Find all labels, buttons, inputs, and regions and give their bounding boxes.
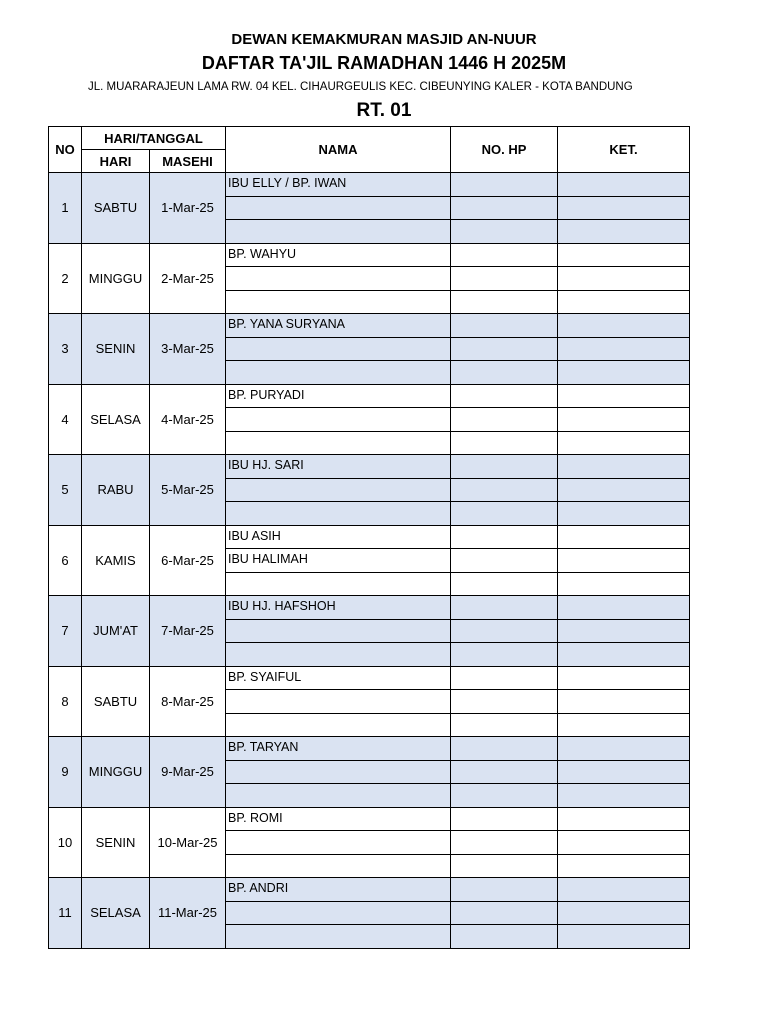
row-note-cell[interactable]: [558, 314, 690, 338]
col-header-masehi: MASEHI: [150, 150, 226, 173]
row-note-cell[interactable]: [558, 290, 690, 314]
row-phone-cell[interactable]: [451, 596, 558, 620]
row-phone-cell[interactable]: [451, 525, 558, 549]
row-name-cell[interactable]: [226, 361, 451, 385]
row-name-cell[interactable]: [226, 784, 451, 808]
row-phone-cell[interactable]: [451, 549, 558, 573]
row-date: 6-Mar-25: [150, 525, 226, 596]
row-phone-cell[interactable]: [451, 713, 558, 737]
row-name-cell[interactable]: IBU ELLY / BP. IWAN: [226, 173, 451, 197]
row-note-cell[interactable]: [558, 878, 690, 902]
table-row: [49, 596, 690, 620]
table-row: [49, 737, 690, 761]
row-phone-cell[interactable]: [451, 173, 558, 197]
row-name-cell[interactable]: BP. TARYAN: [226, 737, 451, 761]
row-phone-cell[interactable]: [451, 572, 558, 596]
row-name-cell[interactable]: BP. YANA SURYANA: [226, 314, 451, 338]
row-note-cell[interactable]: [558, 713, 690, 737]
row-phone-cell[interactable]: [451, 196, 558, 220]
row-note-cell[interactable]: [558, 737, 690, 761]
row-day: SELASA: [82, 878, 150, 949]
row-phone-cell[interactable]: [451, 690, 558, 714]
row-note-cell[interactable]: [558, 525, 690, 549]
row-name-cell[interactable]: [226, 854, 451, 878]
row-number: 8: [49, 666, 82, 737]
organization-name: DEWAN KEMAKMURAN MASJID AN-NUUR: [231, 31, 537, 48]
row-name-cell[interactable]: [226, 619, 451, 643]
row-name-cell[interactable]: [226, 290, 451, 314]
row-note-cell[interactable]: [558, 431, 690, 455]
tajil-schedule-table: [48, 126, 690, 949]
row-phone-cell[interactable]: [451, 384, 558, 408]
row-name-cell[interactable]: BP. ROMI: [226, 807, 451, 831]
row-note-cell[interactable]: [558, 596, 690, 620]
row-name-cell[interactable]: [226, 713, 451, 737]
table-body: [49, 173, 690, 949]
row-note-cell[interactable]: [558, 572, 690, 596]
row-name-cell[interactable]: IBU ASIH: [226, 525, 451, 549]
row-name-cell[interactable]: [226, 267, 451, 291]
row-number: 1: [49, 173, 82, 244]
row-name-cell[interactable]: [226, 925, 451, 949]
row-day: SENIN: [82, 807, 150, 878]
row-name-cell[interactable]: [226, 502, 451, 526]
row-name-cell[interactable]: [226, 408, 451, 432]
row-name-cell[interactable]: BP. ANDRI: [226, 878, 451, 902]
row-name-cell[interactable]: BP. WAHYU: [226, 243, 451, 267]
row-day: RABU: [82, 455, 150, 526]
table-row: [49, 666, 690, 690]
row-note-cell[interactable]: [558, 901, 690, 925]
row-note-cell[interactable]: [558, 666, 690, 690]
row-number: 10: [49, 807, 82, 878]
row-note-cell[interactable]: [558, 807, 690, 831]
row-note-cell[interactable]: [558, 643, 690, 667]
row-name-cell[interactable]: IBU HALIMAH: [226, 549, 451, 573]
row-phone-cell[interactable]: [451, 408, 558, 432]
col-header-hari: HARI: [82, 150, 150, 173]
row-date: 1-Mar-25: [150, 173, 226, 244]
row-name-cell[interactable]: IBU HJ. HAFSHOH: [226, 596, 451, 620]
row-phone-cell[interactable]: [451, 854, 558, 878]
row-note-cell[interactable]: [558, 478, 690, 502]
row-name-cell[interactable]: [226, 337, 451, 361]
rt-label: RT. 01: [356, 100, 412, 121]
row-phone-cell[interactable]: [451, 643, 558, 667]
row-day: SELASA: [82, 384, 150, 455]
row-phone-cell[interactable]: [451, 478, 558, 502]
row-note-cell[interactable]: [558, 831, 690, 855]
row-date: 3-Mar-25: [150, 314, 226, 385]
row-phone-cell[interactable]: [451, 455, 558, 479]
table-row: [49, 384, 690, 408]
row-day: MINGGU: [82, 737, 150, 808]
row-note-cell[interactable]: [558, 361, 690, 385]
row-note-cell[interactable]: [558, 243, 690, 267]
table-row: [49, 173, 690, 197]
row-phone-cell[interactable]: [451, 361, 558, 385]
col-header-hari-tanggal: HARI/TANGGAL: [82, 127, 226, 150]
row-name-cell[interactable]: [226, 572, 451, 596]
row-name-cell[interactable]: [226, 220, 451, 244]
row-note-cell[interactable]: [558, 196, 690, 220]
row-date: 10-Mar-25: [150, 807, 226, 878]
row-day: SABTU: [82, 173, 150, 244]
row-phone-cell[interactable]: [451, 807, 558, 831]
table-row: [49, 878, 690, 902]
row-phone-cell[interactable]: [451, 431, 558, 455]
row-note-cell[interactable]: [558, 173, 690, 197]
row-phone-cell[interactable]: [451, 243, 558, 267]
row-phone-cell[interactable]: [451, 901, 558, 925]
table-row: [49, 455, 690, 479]
row-phone-cell[interactable]: [451, 666, 558, 690]
row-name-cell[interactable]: [226, 901, 451, 925]
row-note-cell[interactable]: [558, 690, 690, 714]
table-row: [49, 807, 690, 831]
row-phone-cell[interactable]: [451, 290, 558, 314]
row-note-cell[interactable]: [558, 760, 690, 784]
row-name-cell[interactable]: BP. PURYADI: [226, 384, 451, 408]
document-title: DAFTAR TA'JIL RAMADHAN 1446 H 2025M: [201, 53, 567, 73]
row-phone-cell[interactable]: [451, 337, 558, 361]
row-phone-cell[interactable]: [451, 502, 558, 526]
table-row: [49, 314, 690, 338]
row-date: 4-Mar-25: [150, 384, 226, 455]
row-number: 5: [49, 455, 82, 526]
row-name-cell[interactable]: [226, 431, 451, 455]
row-note-cell[interactable]: [558, 408, 690, 432]
row-note-cell[interactable]: [558, 220, 690, 244]
row-name-cell[interactable]: [226, 478, 451, 502]
row-number: 4: [49, 384, 82, 455]
row-note-cell[interactable]: [558, 854, 690, 878]
row-note-cell[interactable]: [558, 384, 690, 408]
row-note-cell[interactable]: [558, 502, 690, 526]
row-phone-cell[interactable]: [451, 925, 558, 949]
row-day: JUM'AT: [82, 596, 150, 667]
row-number: 6: [49, 525, 82, 596]
row-date: 9-Mar-25: [150, 737, 226, 808]
row-phone-cell[interactable]: [451, 784, 558, 808]
col-header-nama: NAMA: [226, 127, 451, 173]
row-date: 5-Mar-25: [150, 455, 226, 526]
row-name-cell[interactable]: [226, 690, 451, 714]
col-header-ket: KET.: [558, 127, 690, 173]
row-date: 8-Mar-25: [150, 666, 226, 737]
col-header-no-hp: NO. HP: [451, 127, 558, 173]
row-date: 2-Mar-25: [150, 243, 226, 314]
row-date: 11-Mar-25: [150, 878, 226, 949]
row-name-cell[interactable]: [226, 196, 451, 220]
address-line: JL. MUARARAJEUN LAMA RW. 04 KEL. CIHAURGEULIS KEC. CIBEUNYING KALER - KOTA BANDUNG: [88, 81, 633, 93]
row-name-cell[interactable]: BP. SYAIFUL: [226, 666, 451, 690]
row-phone-cell[interactable]: [451, 878, 558, 902]
row-note-cell[interactable]: [558, 267, 690, 291]
row-phone-cell[interactable]: [451, 619, 558, 643]
row-number: 2: [49, 243, 82, 314]
row-day: SENIN: [82, 314, 150, 385]
row-note-cell[interactable]: [558, 619, 690, 643]
row-phone-cell[interactable]: [451, 267, 558, 291]
row-phone-cell[interactable]: [451, 737, 558, 761]
row-note-cell[interactable]: [558, 455, 690, 479]
row-name-cell[interactable]: [226, 760, 451, 784]
row-name-cell[interactable]: IBU HJ. SARI: [226, 455, 451, 479]
row-phone-cell[interactable]: [451, 760, 558, 784]
col-header-no: NO: [49, 127, 82, 173]
row-number: 9: [49, 737, 82, 808]
row-number: 11: [49, 878, 82, 949]
row-note-cell[interactable]: [558, 925, 690, 949]
row-date: 7-Mar-25: [150, 596, 226, 667]
row-number: 3: [49, 314, 82, 385]
row-note-cell[interactable]: [558, 549, 690, 573]
row-phone-cell[interactable]: [451, 314, 558, 338]
row-note-cell[interactable]: [558, 784, 690, 808]
row-phone-cell[interactable]: [451, 220, 558, 244]
row-day: KAMIS: [82, 525, 150, 596]
row-phone-cell[interactable]: [451, 831, 558, 855]
row-name-cell[interactable]: [226, 643, 451, 667]
table-row: [49, 525, 690, 549]
row-day: MINGGU: [82, 243, 150, 314]
row-number: 7: [49, 596, 82, 667]
row-day: SABTU: [82, 666, 150, 737]
row-note-cell[interactable]: [558, 337, 690, 361]
table-row: [49, 243, 690, 267]
row-name-cell[interactable]: [226, 831, 451, 855]
